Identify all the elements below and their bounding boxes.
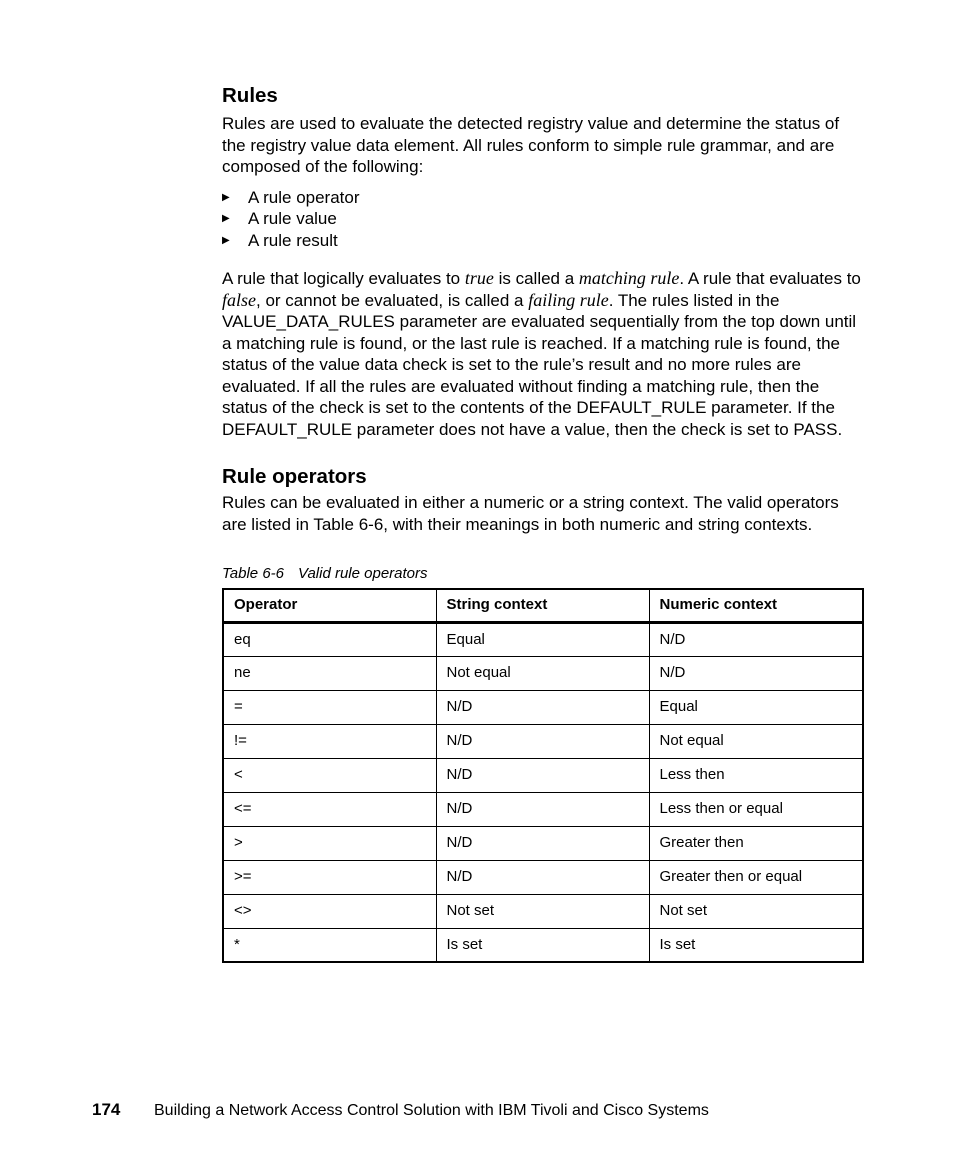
string-context-cell: N/D xyxy=(436,860,649,894)
column-header-string-context: String context xyxy=(436,589,649,622)
operator-cell: >= xyxy=(223,860,436,894)
string-context-cell: Is set xyxy=(436,928,649,962)
string-context-cell: Not set xyxy=(436,894,649,928)
string-context-cell: N/D xyxy=(436,826,649,860)
table-row xyxy=(223,894,863,928)
numeric-context-cell: Not set xyxy=(649,894,863,928)
string-context-cell: N/D xyxy=(436,792,649,826)
rules-intro: Rules are used to evaluate the detected registry value and determine the status of the registry value data element. All rules conform to simple rule grammar, and are composed of the following: xyxy=(222,114,840,176)
page-content xyxy=(222,84,862,963)
operators-intro: Rules can be evaluated in either a numeric or a string context. The valid operators are listed in Table 6-6, with their meanings in both numeric and string contexts. xyxy=(222,493,839,534)
numeric-context-cell: N/D xyxy=(649,622,863,656)
operator-cell: < xyxy=(223,758,436,792)
table-row xyxy=(223,826,863,860)
string-context-cell: N/D xyxy=(436,724,649,758)
column-header-numeric-context: Numeric context xyxy=(649,589,863,622)
operator-cell: <> xyxy=(223,894,436,928)
numeric-context-cell: Is set xyxy=(649,928,863,962)
string-context-cell: N/D xyxy=(436,690,649,724)
numeric-context-cell: Less then or equal xyxy=(649,792,863,826)
string-context-cell: Not equal xyxy=(436,656,649,690)
string-context-cell: Equal xyxy=(436,622,649,656)
column-header-operator: Operator xyxy=(223,589,436,622)
rule-components-list xyxy=(222,187,862,252)
table-row xyxy=(223,656,863,690)
operator-cell: != xyxy=(223,724,436,758)
bullet-triangle-icon: ▶ xyxy=(222,213,230,224)
table-row xyxy=(223,758,863,792)
operator-cell: > xyxy=(223,826,436,860)
string-context-cell: N/D xyxy=(436,758,649,792)
numeric-context-cell: Less then xyxy=(649,758,863,792)
table-row xyxy=(223,860,863,894)
page-number: 174 xyxy=(92,1100,121,1119)
rule-operators-table xyxy=(222,588,864,963)
operator-cell: <= xyxy=(223,792,436,826)
rules-evaluation-paragraph: A rule that logically evaluates to true is called a matching rule. A rule that evaluates to false, or cannot be evaluated, is called a failing rule. The rules listed in the VALUE_DATA_RULES parameter are evaluated sequentially from the top down until a matching rule is found, or the last rule is reached. If a matching rule is found, the status of the value data check is set to the rule’s result and no more rules are evaluated. If all the rules are evaluated without finding a matching rule, then the status of the check is set to the contents of the DEFAULT_RULE parameter. If the DEFAULT_RULE parameter does not have a value, then the check is set to PASS. xyxy=(222,268,861,439)
operator-cell: * xyxy=(223,928,436,962)
table-row xyxy=(223,928,863,962)
operator-cell: eq xyxy=(223,622,436,656)
list-item: ▶ A rule operator xyxy=(222,187,360,207)
table-row xyxy=(223,792,863,826)
operator-cell: ne xyxy=(223,656,436,690)
table-header-row xyxy=(223,589,863,622)
section-heading-rules: Rules xyxy=(222,84,278,107)
operator-cell: = xyxy=(223,690,436,724)
numeric-context-cell: Greater then xyxy=(649,826,863,860)
section-heading-rule-operators: Rule operators xyxy=(222,465,367,488)
numeric-context-cell: Not equal xyxy=(649,724,863,758)
page-footer xyxy=(92,1100,709,1120)
table-row xyxy=(223,622,863,656)
book-title: Building a Network Access Control Solution with IBM Tivoli and Cisco Systems xyxy=(154,1102,709,1119)
numeric-context-cell: N/D xyxy=(649,656,863,690)
list-item: ▶ A rule result xyxy=(222,230,338,250)
table-caption: Table 6-6 Valid rule operators xyxy=(222,565,428,582)
table-row xyxy=(223,690,863,724)
numeric-context-cell: Greater then or equal xyxy=(649,860,863,894)
bullet-triangle-icon: ▶ xyxy=(222,234,230,246)
table-row xyxy=(223,724,863,758)
numeric-context-cell: Equal xyxy=(649,690,863,724)
bullet-triangle-icon: ▶ xyxy=(222,191,230,203)
list-item: ▶ A rule value xyxy=(222,209,337,228)
